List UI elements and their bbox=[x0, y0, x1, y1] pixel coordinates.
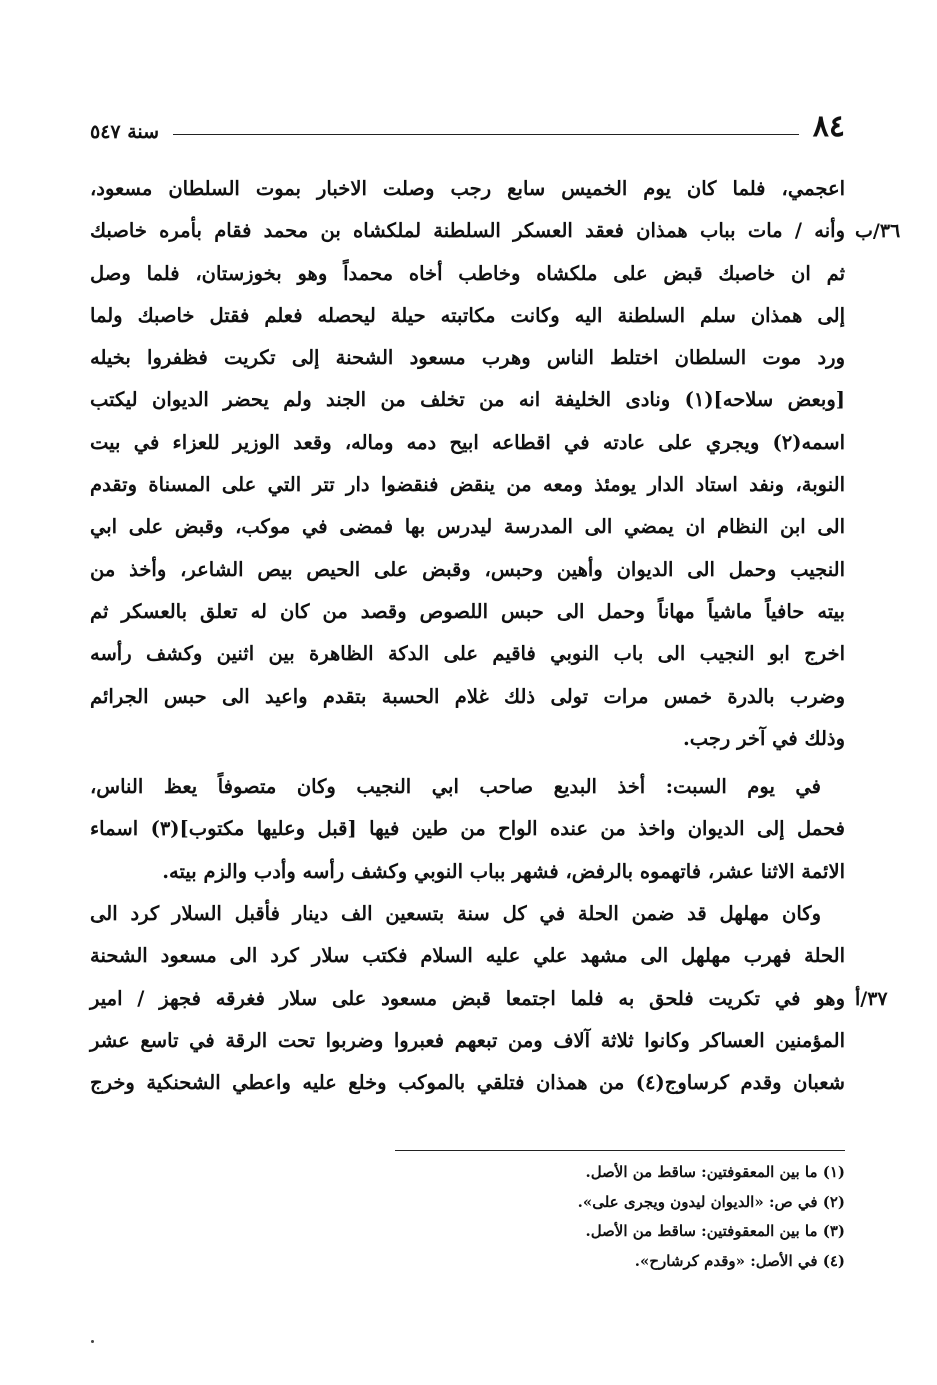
text-line: وكان مهلهل قد ضمن الحلة في كل سنة بتسعين الف دينار فأقبل السلار كرد الى bbox=[90, 902, 821, 926]
text-line-content: وهو في تكريت فلحق به فلما اجتمعا قبض مسعود على سلار فغرقه فجهز / امير bbox=[90, 986, 845, 1010]
text-line: في يوم السبت: أخذ البديع صاحب ابي النجيب وكان متصوفاً يعظ الناس، bbox=[90, 775, 821, 799]
text-line bbox=[90, 978, 888, 1020]
text-line: النوبة، ونفد استاد الدار يومئذ ومعه من ينقض فنقضوا دار تتر التي على المسناة وتقدم bbox=[90, 473, 845, 497]
text-line: إلى همذان سلم السلطنة اليه وكانت مكاتبته حيلة ليحصله فعلم فقتل خاصبك ولما bbox=[90, 303, 845, 327]
text-line: الائمة الاثنا عشر، فاتهموه بالرفض، فشهر بباب النوبي وكشف رأسه وأدب والزم بيته. bbox=[162, 859, 845, 883]
footnote: (٤) في الأصل: «وقدم كرشارح». bbox=[634, 1251, 845, 1270]
year-label: سنة ٥٤٧ bbox=[90, 121, 160, 143]
text-line bbox=[90, 210, 901, 252]
running-header bbox=[90, 102, 845, 142]
text-line: المؤمنين العساكر وكانوا ثلاثة آلاف ومن تبعهم فعبروا وضربوا تحت الرقة في تاسع عشر bbox=[90, 1028, 845, 1052]
main-text bbox=[90, 168, 901, 1105]
text-line: وضرب بالدرة خمس مرات تولى ذلك غلام الحسبة بتقدم واعيد الى حبس الجرائم bbox=[90, 684, 845, 708]
footnotes bbox=[90, 1158, 845, 1276]
text-line: ورد موت السلطان اختلط الناس وهرب مسعود الشحنة إلى تكريت فظفروا بخيله bbox=[90, 346, 845, 370]
manuscript-folio-marker: ٣٦/ب bbox=[855, 220, 901, 243]
text-line: فحمل إلى الديوان واخذ من عنده الواح من طين فيها [قبل وعليها مكتوب](٣) اسماء bbox=[90, 817, 845, 841]
header-rule bbox=[173, 134, 799, 135]
text-line: ثم ان خاصبك قبض على ملكشاه وخاطب أخاه محمداً وهو بخوزستان، فلما وصل bbox=[90, 261, 845, 285]
footnote: (٣) ما بين المعقوفتين: ساقط من الأصل. bbox=[585, 1222, 845, 1240]
text-line: اعجمي، فلما كان يوم الخميس سابع رجب وصلت الاخبار بموت السلطان مسعود، bbox=[90, 177, 845, 200]
text-line: اسمه(٢) ويجري على عادته في اقطاعه ابيح دمه وماله، وقعد الوزير للعزاء في بيت bbox=[90, 430, 845, 454]
footnote: (١) ما بين المعقوفتين: ساقط من الأصل. bbox=[585, 1163, 845, 1181]
text-line: وذلك في آخر رجب. bbox=[682, 726, 845, 750]
text-line-content: وأنه / مات بباب همذان فعقد العسكر السلطنة لملكشاه بن محمد فقام بأمره خاصبك bbox=[90, 219, 845, 243]
text-line: النجيب وحمل الى الديوان وأهين وحبس، وقبض على الحيص بيص الشاعر، وأخذ من bbox=[90, 557, 845, 581]
footnote-separator bbox=[395, 1150, 845, 1151]
text-line: بيته حافياً ماشياً مهاناً وحمل الى حبس اللصوص وقصد من كان له تعلق بالعسكر ثم bbox=[90, 599, 845, 623]
footnote: (٢) في ص: «الديوان ليدون ويجرى على». bbox=[577, 1192, 845, 1211]
page-number: ٨٤ bbox=[812, 109, 845, 144]
text-line: الحلة فهرب مهلهل الى مشهد علي عليه السلام فكتب سلار كرد الى مسعود الشحنة bbox=[90, 944, 845, 968]
text-line: اخرج ابو النجيب الى باب النوبي فاقيم على الدكة الظاهرة بين اثنين وكشف رأسه bbox=[90, 642, 845, 666]
text-line: شعبان وقدم كرساوج(٤) من همذان فتلقي بالموكب وخلع عليه واعطي الشحنكية وخرج bbox=[90, 1071, 845, 1095]
manuscript-folio-marker: ٣٧/أ bbox=[855, 987, 888, 1010]
scan-speck bbox=[91, 1340, 94, 1343]
text-line: [وبعض سلاحه](١) ونادى الخليفة انه من تخلف من الجند ولم يحضر الديوان ليكتب bbox=[90, 388, 845, 412]
text-line: الى ابن النظام ان يمضي الى المدرسة ليدرس بها فمضى في موكب، وقبض على ابي bbox=[90, 515, 845, 539]
